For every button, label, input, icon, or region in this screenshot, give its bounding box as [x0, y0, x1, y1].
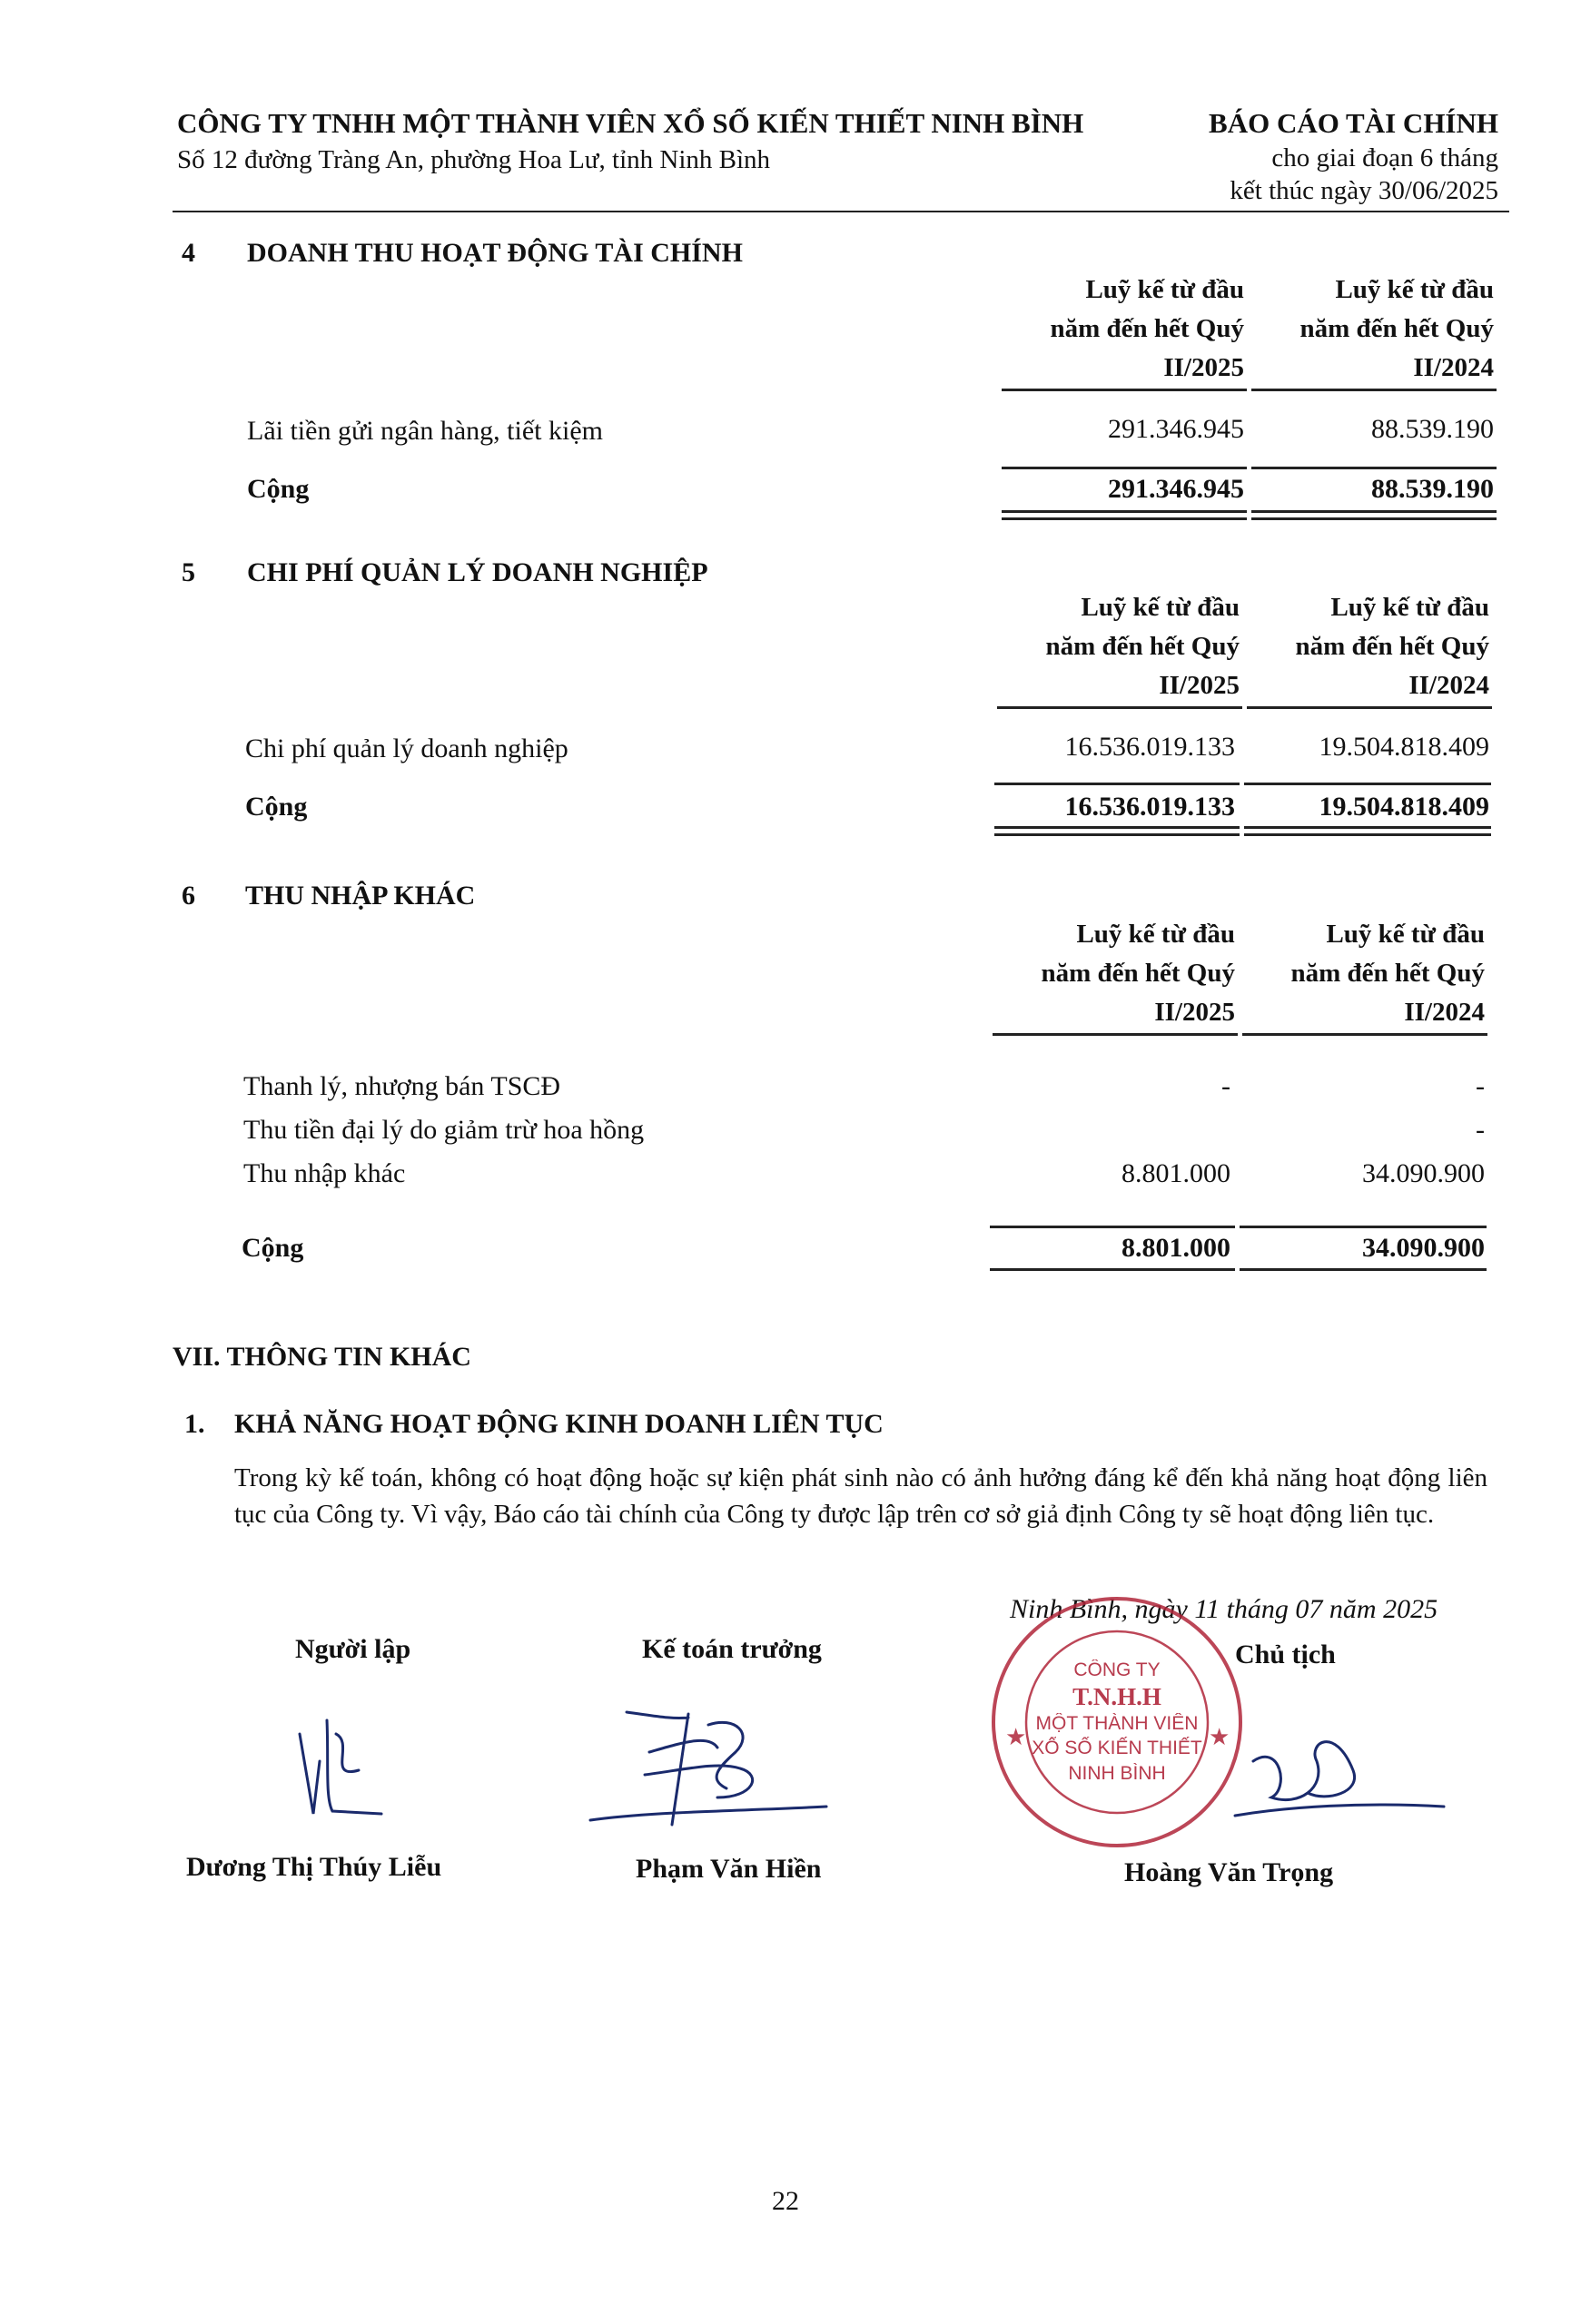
column-header-2025: Luỹ kế từ đầu năm đến hết Quý II/2025: [1050, 275, 1244, 382]
stamp-line4: XỔ SỐ KIẾN THIẾT: [1032, 1738, 1202, 1758]
total-value-2024: 34.090.900: [1362, 1233, 1485, 1263]
row-value-2024: 34.090.900: [1362, 1158, 1485, 1188]
total-value-2025: 16.536.019.133: [1064, 792, 1235, 822]
total-bottom-rule: [1240, 1268, 1487, 1271]
stamp-line1: CÔNG TY: [1073, 1659, 1161, 1680]
row-label: Thu tiền đại lý do giảm trừ hoa hồng: [243, 1115, 645, 1145]
total-value-2024: 19.504.818.409: [1319, 792, 1489, 822]
row-label: Lãi tiền gửi ngân hàng, tiết kiệm: [247, 416, 603, 446]
total-double-rule: [994, 826, 1240, 836]
column-rule: [1002, 389, 1247, 391]
preparer-name: Dương Thị Thúy Liễu: [186, 1852, 442, 1882]
chairman-role: Chủ tịch: [1235, 1640, 1336, 1669]
preparer-role: Người lập: [295, 1634, 411, 1664]
section-title: CHI PHÍ QUẢN LÝ DOANH NGHIỆP: [247, 557, 708, 587]
row-value-2024: 19.504.818.409: [1319, 732, 1489, 762]
section-number: 6: [182, 881, 195, 911]
stamp-line5: NINH BÌNH: [1068, 1763, 1166, 1784]
svg-text:★: ★: [1005, 1724, 1027, 1750]
stamp-line3: MỘT THÀNH VIÊN: [1035, 1713, 1199, 1734]
total-rule: [1002, 467, 1247, 469]
row-value-2025: 8.801.000: [1121, 1158, 1230, 1188]
row-label: Chi phí quản lý doanh nghiệp: [245, 734, 568, 763]
company-name: CÔNG TY TNHH MỘT THÀNH VIÊN XỔ SỐ KIẾN THIẾT NINH BÌNH: [177, 107, 1084, 139]
total-label: Cộng: [247, 474, 310, 504]
svg-text:★: ★: [1209, 1724, 1230, 1750]
stamp-line2: T.N.H.H: [1072, 1683, 1161, 1710]
total-rule: [994, 783, 1240, 785]
chief-accountant-role: Kế toán trưởng: [642, 1634, 822, 1664]
company-address: Số 12 đường Tràng An, phường Hoa Lư, tỉnh Ninh Bình: [177, 145, 771, 174]
section-title: THU NHẬP KHÁC: [245, 881, 476, 911]
column-header-2024: Luỹ kế từ đầu năm đến hết Quý II/2024: [1299, 275, 1494, 382]
subsection-number: 1.: [184, 1409, 205, 1439]
total-value-2024: 88.539.190: [1371, 474, 1494, 504]
signature-date: Ninh Bình, ngày 11 tháng 07 năm 2025: [1010, 1594, 1438, 1624]
column-rule: [1251, 389, 1497, 391]
column-rule: [1247, 706, 1492, 709]
section-number: 4: [182, 238, 195, 268]
chairman-name: Hoàng Văn Trọng: [1124, 1857, 1334, 1887]
row-value-2025: 16.536.019.133: [1064, 732, 1235, 762]
going-concern-paragraph: Trong kỳ kế toán, không có hoạt động hoặc sự kiện phát sinh nào có ảnh hưởng đáng kể đến khả năng hoạt động liên tục của Công ty. Vì vậy, Báo cáo tài chính của Công ty được lập trên cơ sở giả định Công ty sẽ hoạt động liên tục.: [234, 1463, 1487, 1529]
total-double-rule: [1251, 510, 1497, 520]
total-double-rule: [1002, 510, 1247, 520]
chief-accountant-name: Phạm Văn Hiền: [636, 1854, 822, 1884]
report-title: BÁO CÁO TÀI CHÍNH: [1209, 107, 1498, 139]
total-rule: [990, 1226, 1235, 1228]
row-label: Thu nhập khác: [243, 1158, 406, 1188]
row-value-2025: 291.346.945: [1108, 414, 1244, 444]
total-bottom-rule: [990, 1268, 1235, 1271]
total-label: Cộng: [242, 1233, 304, 1263]
row-value-2024: -: [1476, 1071, 1485, 1101]
column-header-2024: Luỹ kế từ đầu năm đến hết Quý II/2024: [1290, 920, 1485, 1027]
column-rule: [993, 1033, 1238, 1036]
total-label: Cộng: [245, 792, 308, 822]
column-header-2024: Luỹ kế từ đầu năm đến hết Quý II/2024: [1295, 593, 1489, 700]
total-double-rule: [1244, 826, 1491, 836]
section-number: 5: [182, 557, 195, 587]
page-number: 22: [772, 2186, 799, 2216]
total-rule: [1240, 1226, 1487, 1228]
total-rule: [1244, 783, 1491, 785]
column-header-2025: Luỹ kế từ đầu năm đến hết Quý II/2025: [1041, 920, 1235, 1027]
subsection-title: KHẢ NĂNG HOẠT ĐỘNG KINH DOANH LIÊN TỤC: [234, 1409, 884, 1439]
column-header-2025: Luỹ kế từ đầu năm đến hết Quý II/2025: [1045, 593, 1240, 700]
total-value-2025: 291.346.945: [1108, 474, 1244, 504]
chapter-heading: VII. THÔNG TIN KHÁC: [173, 1342, 471, 1372]
total-value-2025: 8.801.000: [1121, 1233, 1230, 1263]
chief-accountant-signature: [581, 1698, 835, 1834]
preparer-signature: [272, 1707, 409, 1834]
total-rule: [1251, 467, 1497, 469]
company-stamp: [985, 1590, 1249, 1854]
column-rule: [1242, 1033, 1487, 1036]
report-period-line1: cho giai đoạn 6 tháng: [1271, 143, 1498, 172]
section-title: DOANH THU HOẠT ĐỘNG TÀI CHÍNH: [247, 238, 743, 268]
row-value-2024: -: [1476, 1115, 1485, 1145]
header-divider: [173, 211, 1509, 212]
row-value-2024: 88.539.190: [1371, 414, 1494, 444]
row-value-2025: -: [1221, 1071, 1230, 1101]
row-label: Thanh lý, nhượng bán TSCĐ: [243, 1071, 561, 1101]
column-rule: [997, 706, 1242, 709]
report-period-line2: kết thúc ngày 30/06/2025: [1230, 176, 1498, 205]
